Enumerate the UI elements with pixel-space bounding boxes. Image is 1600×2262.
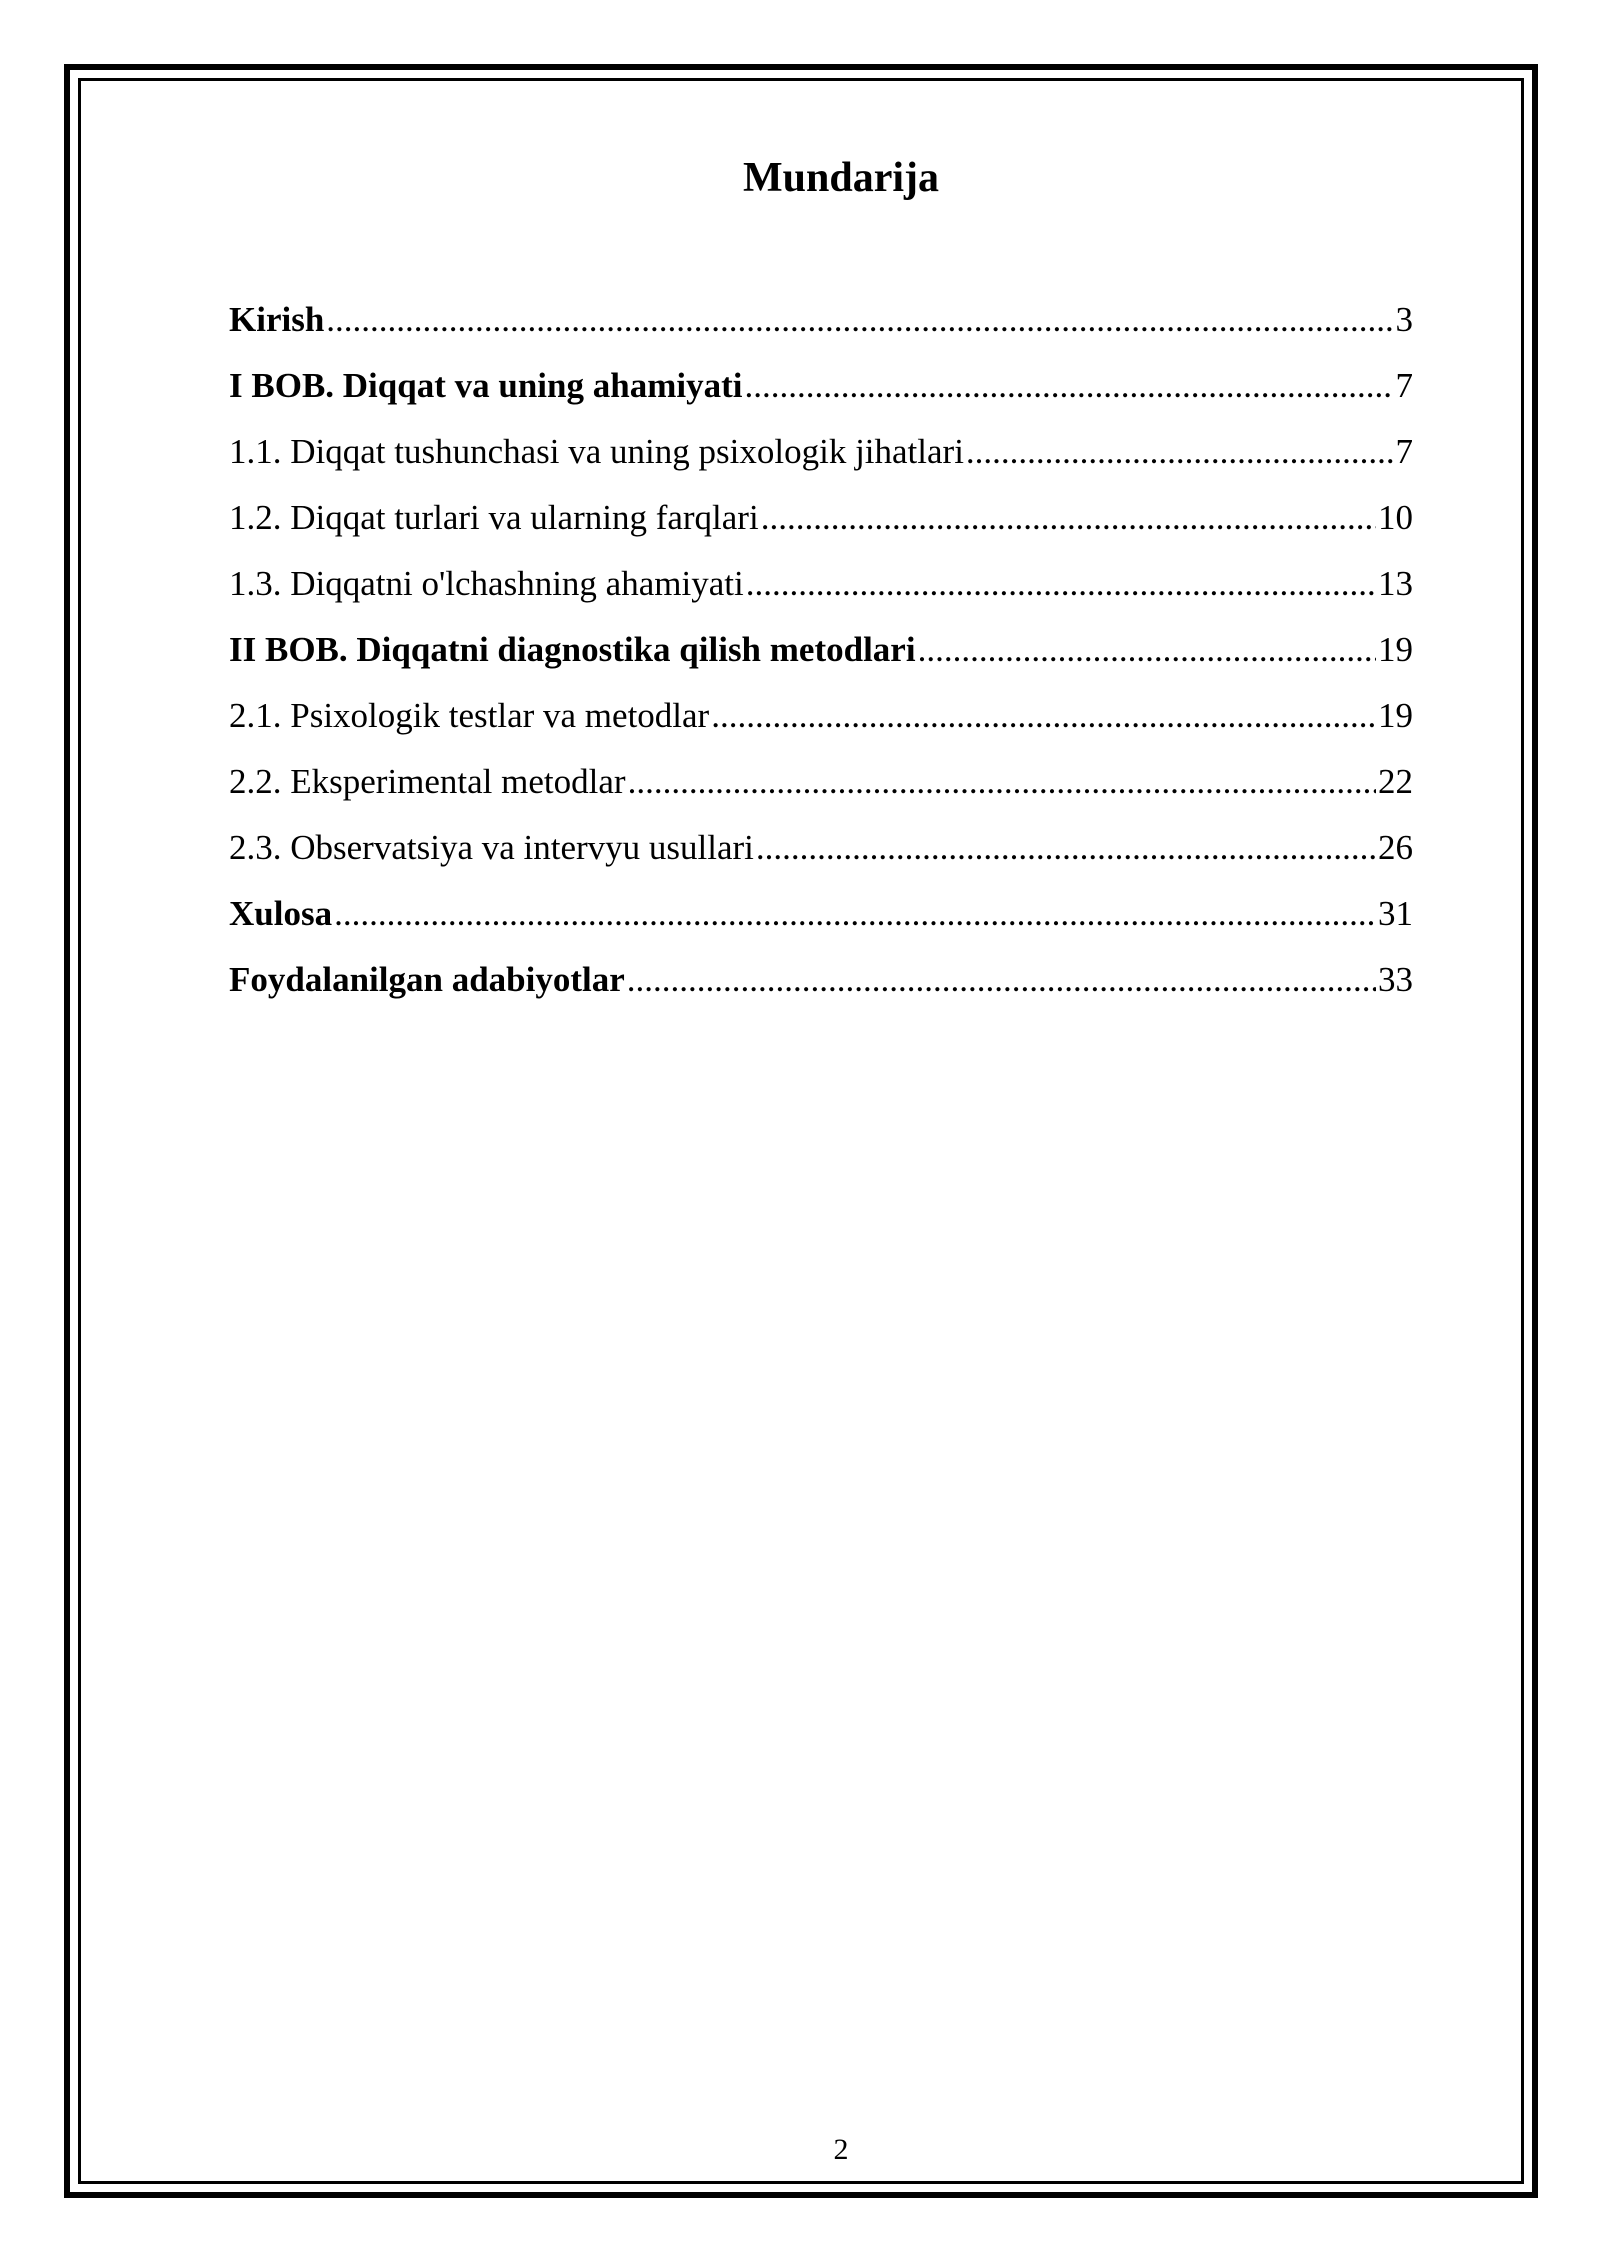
toc-dot-leader (918, 622, 1376, 678)
toc-dot-leader (627, 952, 1376, 1008)
toc-entry-xulosa[interactable] (229, 886, 1413, 952)
toc-entry-page: 31 (1378, 894, 1413, 933)
page-number: 2 (833, 2133, 849, 2166)
toc-entry-page: 7 (1395, 432, 1413, 471)
toc-entry-label: 1.3. Diqqatni o'lchashning ahamiyati (229, 564, 744, 603)
page-title: Mundarija (742, 155, 939, 201)
toc-entry-section-1-2[interactable] (229, 490, 1413, 556)
toc-dot-leader (966, 424, 1394, 480)
toc-entry-page: 3 (1395, 300, 1413, 339)
toc-entry-label: Foydalanilgan adabiyotlar (229, 960, 625, 999)
toc-entry-section-2-2[interactable] (229, 754, 1413, 820)
toc-entry-page: 22 (1378, 762, 1413, 801)
toc-entry-page: 19 (1378, 630, 1413, 669)
toc-entry-page: 26 (1378, 828, 1413, 867)
toc-entry-kirish[interactable] (229, 292, 1413, 358)
toc-dot-leader (628, 754, 1376, 810)
toc-entry-label: I BOB. Diqqat va uning ahamiyati (229, 366, 743, 405)
toc-entry-page: 13 (1378, 564, 1413, 603)
toc-dot-leader (746, 556, 1376, 612)
toc-entry-section-1-1[interactable] (229, 424, 1413, 490)
toc-entry-label: 1.2. Diqqat turlari va ularning farqlari (229, 498, 759, 537)
toc-entry-page: 19 (1378, 696, 1413, 735)
toc-dot-leader (744, 358, 1393, 414)
toc-entry-label: 2.1. Psixologik testlar va metodlar (229, 696, 710, 735)
toc-dot-leader (326, 292, 1393, 348)
toc-dot-leader (334, 886, 1376, 942)
toc-entry-page: 7 (1395, 366, 1413, 405)
toc-entry-chapter-1[interactable] (229, 358, 1413, 424)
toc-entry-label: 2.3. Observatsiya va intervyu usullari (229, 828, 754, 867)
toc-entry-page: 10 (1378, 498, 1413, 537)
toc-dot-leader (756, 820, 1376, 876)
toc-entry-label: II BOB. Diqqatni diagnostika qilish metodlari (229, 630, 916, 669)
toc-entry-page: 33 (1378, 960, 1413, 999)
toc-entry-label: Kirish (229, 300, 325, 339)
toc-dot-leader (761, 490, 1376, 546)
table-of-contents (229, 292, 1413, 1018)
toc-entry-section-2-1[interactable] (229, 688, 1413, 754)
toc-entry-label: 1.1. Diqqat tushunchasi va uning psixologik jihatlari (229, 432, 964, 471)
toc-entry-section-1-3[interactable] (229, 556, 1413, 622)
toc-entry-chapter-2[interactable] (229, 622, 1413, 688)
toc-entry-section-2-3[interactable] (229, 820, 1413, 886)
toc-entry-label: 2.2. Eksperimental metodlar (229, 762, 626, 801)
toc-entry-label: Xulosa (229, 894, 333, 933)
toc-dot-leader (711, 688, 1376, 744)
toc-entry-references[interactable] (229, 952, 1413, 1018)
